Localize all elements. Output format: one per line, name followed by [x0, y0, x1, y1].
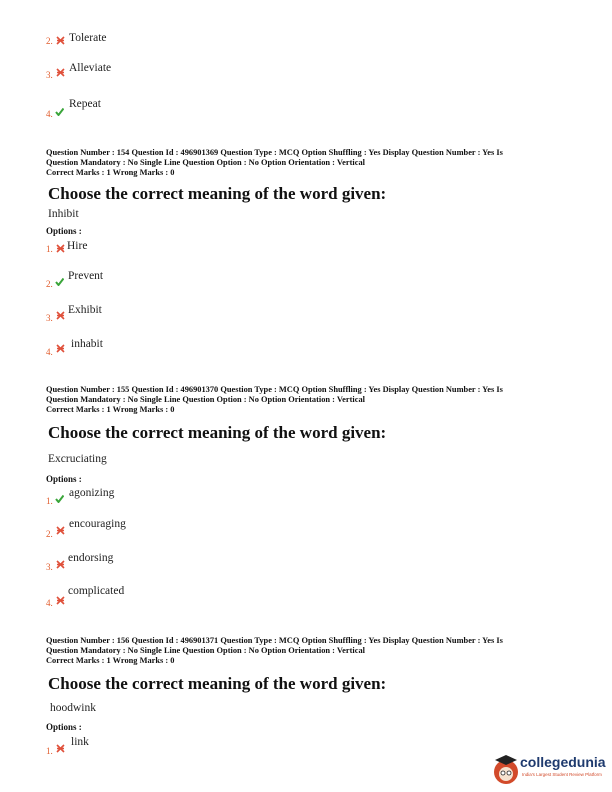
option-number: 3.: [46, 70, 53, 80]
cross-icon: [56, 526, 65, 535]
cross-icon: [56, 744, 65, 753]
options-label: Options :: [46, 474, 82, 484]
option-text: Prevent: [68, 270, 104, 282]
question-title: Choose the correct meaning of the word given:: [48, 184, 387, 203]
question-title: Choose the correct meaning of the word given:: [48, 674, 387, 693]
graduate-mascot-icon: [492, 752, 520, 786]
options-label: Options :: [46, 226, 82, 236]
cross-icon: [56, 344, 65, 353]
option-number: 3.: [46, 562, 53, 572]
option-number: 4.: [46, 598, 53, 608]
option-text: complicated: [68, 585, 125, 597]
collegedunia-logo: [492, 752, 610, 788]
question-meta: Question Number : 155 Question Id : 496901370 Question Type : MCQ Option Shuffling : Yes Display Question Number : Yes Is Question Mandatory : No Single Line Question Option : No Option Orientation : Vertical Correct Marks : 1 Wrong Marks : 0: [46, 385, 503, 414]
option-number: 1.: [46, 244, 53, 254]
option-text: link: [71, 736, 89, 748]
check-icon: [55, 107, 64, 116]
option-text: endorsing: [68, 552, 114, 564]
option-text: Repeat: [69, 98, 101, 110]
option-text: Hire: [67, 240, 88, 252]
option-number: 4.: [46, 347, 53, 357]
check-icon: [55, 277, 64, 286]
option-text: agonizing: [69, 487, 115, 499]
options-label: Options :: [46, 722, 82, 732]
cross-icon: [56, 36, 65, 45]
logo-tagline: India's Largest Student Review Platform: [522, 772, 602, 777]
option-text: Exhibit: [68, 304, 102, 316]
option-number: 2.: [46, 279, 53, 289]
question-word: hoodwink: [50, 702, 96, 714]
question-title: Choose the correct meaning of the word given:: [48, 423, 387, 442]
check-icon: [55, 494, 64, 503]
question-word: Excruciating: [48, 453, 107, 465]
logo-wordmark: collegedunia: [520, 754, 606, 770]
option-text: Alleviate: [69, 62, 112, 74]
option-number: 1.: [46, 496, 53, 506]
question-meta: Question Number : 156 Question Id : 496901371 Question Type : MCQ Option Shuffling : Yes Display Question Number : Yes Is Question Mandatory : No Single Line Question Option : No Option Orientation : Vertical Correct Marks : 1 Wrong Marks : 0: [46, 636, 503, 665]
cross-icon: [56, 68, 65, 77]
option-text: inhabit: [71, 338, 103, 350]
option-number: 1.: [46, 746, 53, 756]
option-number: 3.: [46, 313, 53, 323]
option-number: 2.: [46, 36, 53, 46]
option-text: Tolerate: [69, 32, 107, 44]
cross-icon: [56, 596, 65, 605]
cross-icon: [56, 560, 65, 569]
cross-icon: [56, 244, 65, 253]
cross-icon: [56, 311, 65, 320]
option-number: 2.: [46, 529, 53, 539]
question-word: Inhibit: [48, 208, 79, 220]
option-number: 4.: [46, 109, 53, 119]
question-meta: Question Number : 154 Question Id : 496901369 Question Type : MCQ Option Shuffling : Yes Display Question Number : Yes Is Question Mandatory : No Single Line Question Option : No Option Orientation : Vertical Correct Marks : 1 Wrong Marks : 0: [46, 148, 503, 177]
option-text: encouraging: [69, 518, 126, 530]
